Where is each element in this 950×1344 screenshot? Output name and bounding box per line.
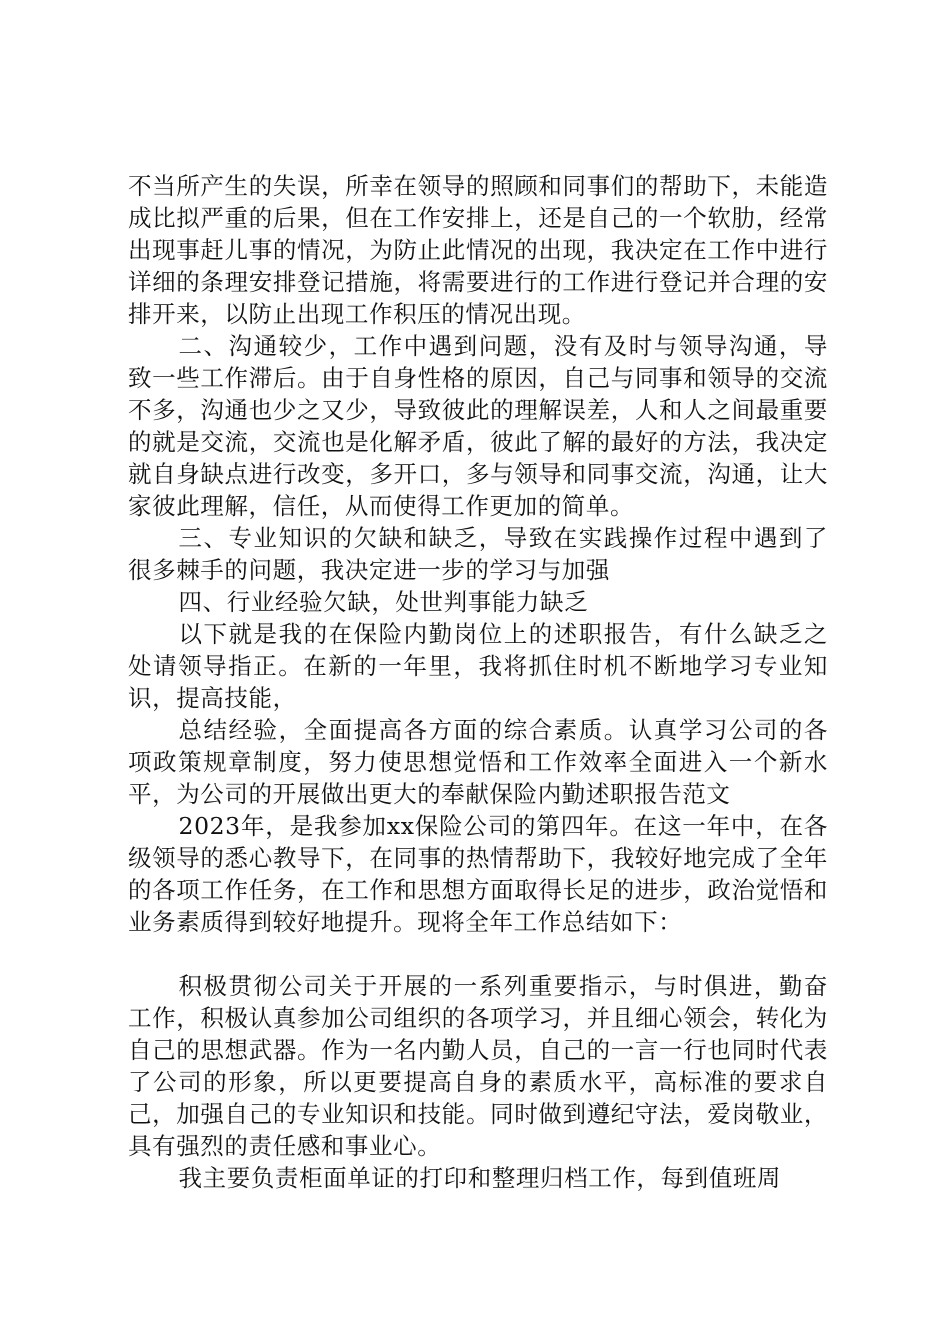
paragraph-4: 四、行业经验欠缺，处世判事能力缺乏	[178, 588, 589, 616]
paragraph-7: 2023年，是我参加xx保险公司的第四年。在这一年中，在各级领导的悉心教导下，在同事的热情帮助下，我较好地完成了全年的各项工作任务，在工作和思想方面取得长足的进步，政治觉悟和业务素质得到较好地提升。现将全年工作总结如下：	[128, 812, 828, 936]
paragraph-2: 二、沟通较少，工作中遇到问题，没有及时与领导沟通，导致一些工作滞后。由于自身性格的原因，自己与同事和领导的交流不多，沟通也少之又少，导致彼此的理解误差，人和人之间最重要的就是交流，交流也是化解矛盾，彼此了解的最好的方法，我决定就自身缺点进行改变，多开口，多与领导和同事交流，沟通，让大家彼此理解，信任，从而使得工作更加的简单。	[128, 332, 828, 520]
paragraph-1: 不当所产生的失误，所幸在领导的照顾和同事们的帮助下，未能造成比拟严重的后果，但在工作安排上，还是自己的一个软肋，经常出现事赶儿事的情况，为防止此情况的出现，我决定在工作中进行详细的条理安排登记措施，将需要进行的工作进行登记并合理的安排开来，以防止出现工作积压的情况出现。	[128, 172, 828, 328]
paragraph-6: 总结经验，全面提高各方面的综合素质。认真学习公司的各项政策规章制度，努力使思想觉悟和工作效率全面进入一个新水平，为公司的开展做出更大的奉献保险内勤述职报告范文	[128, 716, 828, 808]
paragraph-3: 三、专业知识的欠缺和缺乏，导致在实践操作过程中遇到了很多棘手的问题，我决定进一步的学习与加强	[128, 524, 828, 584]
paragraph-9: 我主要负责柜面单证的打印和整理归档工作，每到值班周	[178, 1164, 782, 1192]
paragraph-8: 积极贯彻公司关于开展的一系列重要指示，与时俱进，勤奋工作，积极认真参加公司组织的各项学习，并且细心领会，转化为自己的思想武器。作为一名内勤人员，自己的一言一行也同时代表了公司的形象，所以更要提高自身的素质水平，高标准的要求自己，加强自己的专业知识和技能。同时做到遵纪守法，爱岗敬业，具有强烈的责任感和事业心。	[128, 972, 828, 1160]
document-page	[128, 170, 828, 1194]
paragraph-5: 以下就是我的在保险内勤岗位上的述职报告，有什么缺乏之处请领导指正。在新的一年里，我将抓住时机不断地学习专业知识，提高技能，	[128, 620, 828, 712]
